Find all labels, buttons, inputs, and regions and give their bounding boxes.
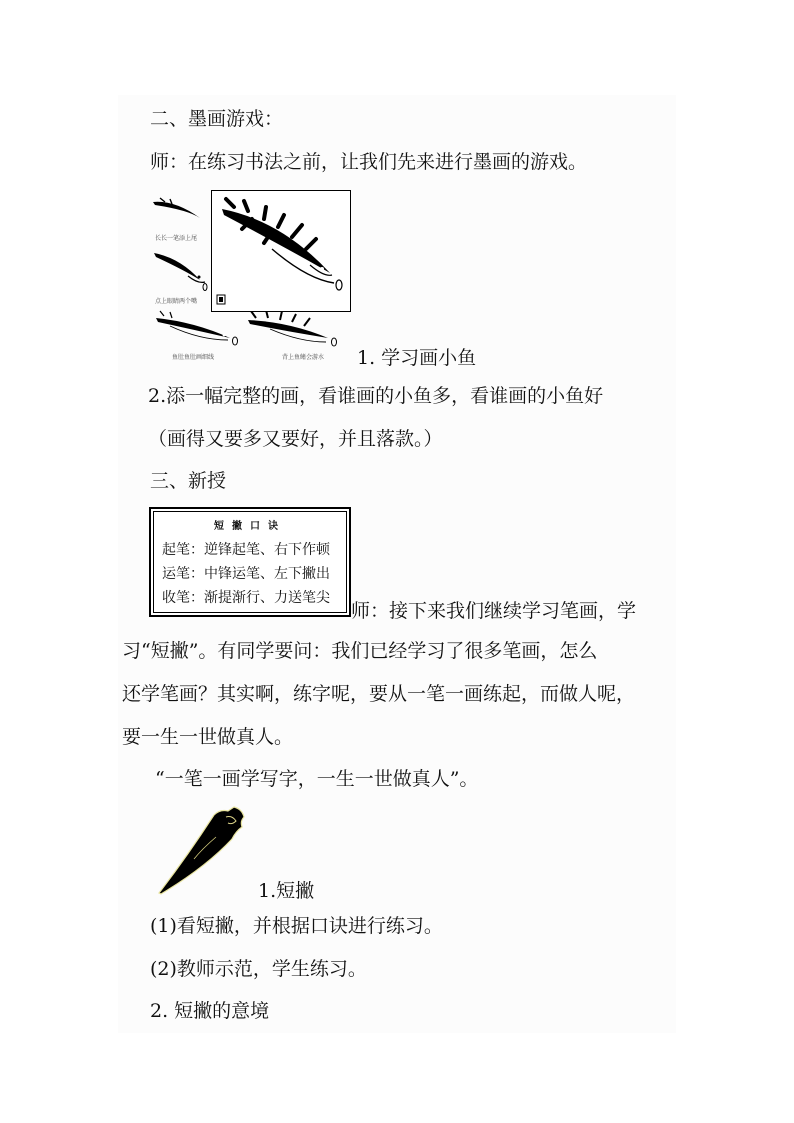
large-fish-icon [212,191,350,311]
step-2-line-1: 2.添一幅完整的画，看谁画的小鱼多，看谁画的小鱼好 [148,385,604,407]
paragraph-line-2: 习“短撇”。有同学要问：我们已经学习了很多笔画，怎么 [122,640,598,662]
step-2-line-2: （画得又要多又要好，并且落款。） [148,428,443,450]
fish-caption-3: 鱼肚鱼肚画细线 [172,354,215,361]
practice-item-3: 2. 短撇的意境 [150,1000,270,1022]
short-stroke-label: 1.短撇 [258,880,315,902]
fish-step-3-icon [156,311,238,345]
mnemonic-row-end: 收笔：渐提渐行、力送笔尖 [162,590,330,606]
teacher-intro-line: 师：在练习书法之前，让我们先来进行墨画的游戏。 [150,151,588,173]
mnemonic-row-start: 起笔：逆锋起笔、右下作顿 [162,542,330,558]
mnemonic-title: 短撇口诀 [214,521,286,532]
fish-caption-4: 背上鱼鳍会游水 [282,354,325,361]
paragraph-line-4: 要一生一世做真人。 [122,726,294,748]
section-heading-ink-game: 二、墨画游戏： [150,108,284,130]
practice-item-2: (2)教师示范，学生练习。 [150,958,367,980]
mnemonic-box [149,507,351,617]
fish-caption-1: 长长一笔添上尾 [155,235,198,242]
motto-quote: “一笔一画学写字，一生一世做真人”。 [155,768,479,790]
paragraph-line-1: 师：接下来我们继续学习笔画，学 [351,600,637,622]
section-heading-new-lesson: 三、新授 [150,470,227,492]
paragraph-line-3: 还学笔画？其实啊，练字呢，要从一笔一画练起，而做人呢， [122,683,636,705]
mnemonic-row-move: 运笔：中锋运笔、左下撇出 [162,566,330,582]
fish-step-1-icon [153,198,200,218]
step-1-caption: 1. 学习画小鱼 [357,347,477,369]
framed-fish-painting [211,190,351,312]
fish-step-4-icon [248,310,337,346]
practice-item-1: (1)看短撇，并根据口诀进行练习。 [150,915,443,937]
short-stroke-brush-icon [156,803,251,895]
fish-caption-2: 点上眼睛两个嘴 [155,298,198,305]
fish-step-2-icon [154,253,207,291]
